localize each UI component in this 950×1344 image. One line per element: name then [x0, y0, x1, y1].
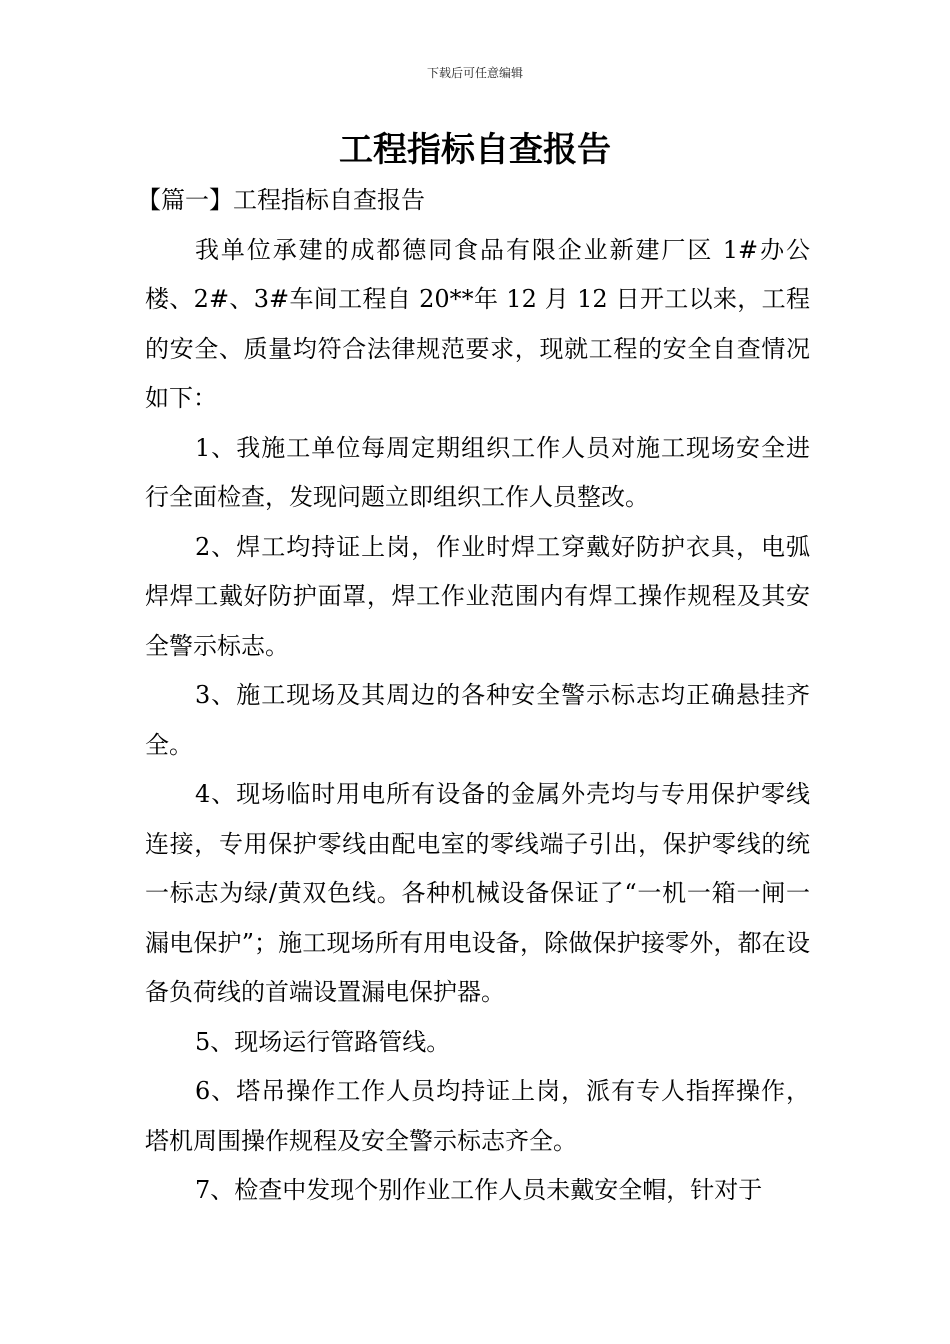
paragraph-item-7: 7、检查中发现个别作业工作人员未戴安全帽，针对于	[195, 1176, 763, 1204]
paragraph-intro: 我单位承建的成都德同食品有限企业新建厂区 1#办公楼、2#、3#车间工程自 20**年 12 月 12 日开工以来，工程的安全、质量均符合法律规范要求，现就工程的安全自查情况如下：	[145, 235, 810, 412]
paragraph-item-1: 1、我施工单位每周定期组织工作人员对施工现场安全进行全面检查，发现问题立即组织工作人员整改。	[145, 433, 810, 511]
paragraph-item-4: 4、现场临时用电所有设备的金属外壳均与专用保护零线连接，专用保护零线由配电室的零线端子引出，保护零线的统一标志为绿/黄双色线。各种机械设备保证了“一机一箱一闸一漏电保护”；施工现场所有用电设备，除做保护接零外，都在设备负荷线的首端设置漏电保护器。	[145, 780, 810, 1006]
paragraph-item-3: 3、施工现场及其周边的各种安全警示标志均正确悬挂齐全。	[145, 681, 810, 759]
document-title: 工程指标自查报告	[339, 130, 611, 170]
paragraph-item-5: 5、现场运行管路管线。	[195, 1027, 451, 1056]
paragraph-item-2: 2、焊工均持证上岗，作业时焊工穿戴好防护衣具，电弧焊焊工戴好防护面罩，焊工作业范围内有焊工操作规程及其安全警示标志。	[145, 532, 810, 660]
header-note: 下载后可任意编辑	[426, 66, 523, 80]
section-heading: 【篇一】工程指标自查报告	[137, 186, 425, 214]
paragraph-item-6: 6、塔吊操作工作人员均持证上岗，派有专人指挥操作，塔机周围操作规程及安全警示标志齐全。	[145, 1077, 810, 1155]
document-body	[137, 176, 810, 1216]
